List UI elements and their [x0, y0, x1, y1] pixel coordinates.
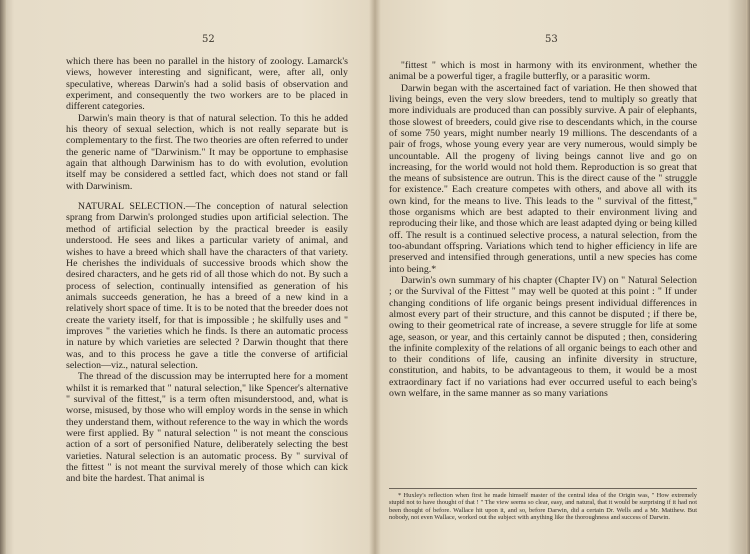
paragraph: which there has been no parallel in the history of zoology. Lamarck's views, however interesting and significant, were, after all, only speculative, whereas Darwin's had a solid basis of observation and experiment, and consequently the two workers are to be placed in different categories.	[66, 56, 348, 113]
footnote-text: * Huxley's reflection when first he made himself master of the central idea of the Origin was, " How extremely stupid not to have thought of that ! " The view seems so clear, easy, and natural, that it would be surprising if it had not been thought of before. Wallace hit upon it, and so, before Darwin, did a certain Dr. Wells and a Mr. Matthew. But nobody, not even Wallace, worked out the subject with anything like the thoroughness and success of Darwin.	[389, 492, 697, 521]
paragraph: Darwin began with the ascertained fact of variation. He then showed that living beings, even the very slow breeders, tend to multiply so greatly that more individuals are produced than can possibly survive. A pair of elephants, those slowest of breeders, could give rise to descendants which, in the course of some 750 years, might number nearly 19 millions. The descendants of a pair of frogs, whose young every year are very numerous, would simply be uncountable. All the progeny of living beings cannot live and go on increasing, for the world would not hold them. Reproduction is so great that the means of subsistence are outrun. This is the direct cause of the " struggle for existence." Each creature competes with others, and above all with its own kind, for the means to live. This leads to the " survival of the fittest," those organisms which are best adapted to their environment living and reproducing their like, and those which are least adapted dying or being killed off. The result is a continued selective process, a natural selection, from the too-abundant offspring. Variations which tend to higher efficiency in life are preserved and intensified through generations, until a new species has come into being.*	[389, 82, 697, 275]
paragraph: Darwin's main theory is that of natural selection. To this he added his theory of sexual selection, which is not really separate but is complementary to the first. The two theories are often referred to under the generic name of "Darwinism." It may be opportune to emphasise again that although Darwinism has to do with evolution, evolution itself may be considered a settled fact, which does not stand or fall with Darwinism.	[66, 112, 348, 192]
paragraph: "fittest " which is most in harmony with its environment, whether the animal be a powerful tiger, a fragile butterfly, or a parasitic worm.	[389, 60, 697, 83]
right-page-text	[389, 60, 697, 399]
paragraph: The thread of the discussion may be interrupted here for a moment whilst it is remarked that " natural selection," like Spencer's alternative " survival of the fittest," is a term often misunderstood, and, what is worse, misused, by those who will employ words in the sense in which they understand them, without reference to the way in which the words were first applied. By " natural selection " is not meant the conscious action of a sort of personified Nature, deliberately selecting the best varieties. Natural selection is an automatic process. By " survival of the fittest " is not meant the survival merely of those which can kick and bite the hardest. That animal is	[66, 371, 348, 485]
right-page-number: 53	[545, 34, 558, 45]
paragraph: Darwin's own summary of his chapter (Chapter IV) on " Natural Selection ; or the Survival of the Fittest " may well be quoted at this point : " If under changing conditions of life organic beings present individual differences in almost every part of their structure, and this cannot be disputed ; if there be, owing to their geometrical rate of increase, a severe struggle for life at some age, season, or year, and this certainly cannot be disputed ; then, considering the infinite complexity of the relations of all organic beings to each other and to their conditions of life, causing an infinite diversity in structure, constitution, and habits, to be advantageous to them, it would be a most extraordinary fact if no variations had ever occurred useful to each being's own welfare, in the same manner as so many variations	[389, 274, 697, 400]
footnote	[389, 488, 697, 521]
section-paragraph-natural-selection: NATURAL SELECTION.—The conception of natural selection sprang from Darwin's prolonged studies upon artificial selection. The method of artificial selection by the practical breeder is easily understood. He sees and likes a particular variety of animal, and wishes to have a breed which shall have the characters of that variety. He cherishes the individuals of successive broods which show the desired characters, and he gets rid of all those which do not. By such a process of selection, continually intensified as generation of his animals succeeds generation, he has a breed of a new kind in a relatively short space of time. It is to be noted that the breeder does not create the variety itself, for that is impossible ; he skilfully uses and " improves " the varieties which he finds. Is there an automatic process in nature by which varieties are selected ? Darwin thought that there was, and to this process he gave a title the converse of artificial selection—viz., natural selection.	[66, 201, 348, 371]
left-page-number: 52	[202, 34, 215, 45]
right-page	[375, 0, 750, 554]
left-page-text	[66, 56, 348, 485]
right-page-edge	[746, 0, 750, 554]
